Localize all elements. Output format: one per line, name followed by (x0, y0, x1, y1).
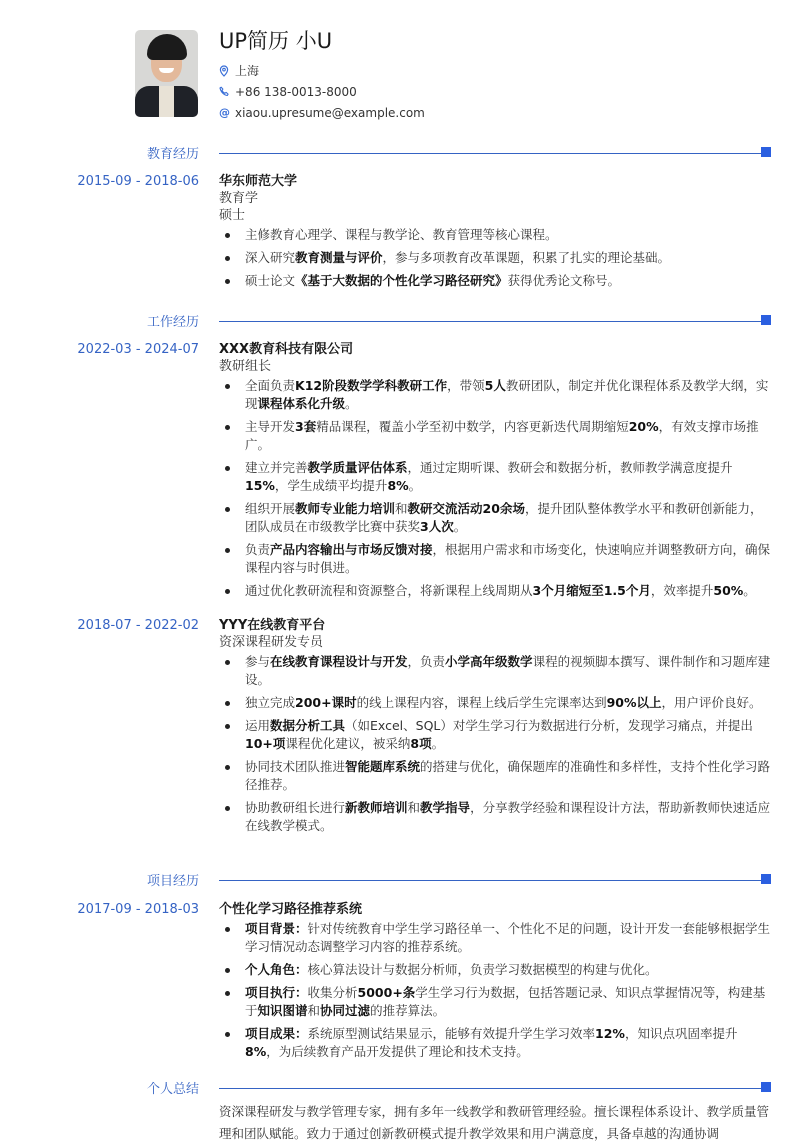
section-work (0, 311, 799, 331)
job-role: 教研组长 (219, 359, 272, 374)
phone-icon (219, 86, 233, 97)
bullet-list (219, 653, 771, 840)
bullet-item: 项目执行：收集分析5000+条学生学习行为数据，包括答题记录、知识点掌握情况等，构建基于知识图谱和协同过滤的推荐算法。 (219, 984, 771, 1020)
section-title: 项目经历 (146, 874, 199, 889)
bullet-item: 项目背景：针对传统教育中学生学习路径单一、个性化不足的问题，设计开发一套能够根据学生学习情况动态调整学习内容的推荐系统。 (219, 920, 771, 956)
company-name: YYY在线教育平台 (219, 618, 326, 633)
section-divider (219, 1088, 766, 1089)
school-name: 华东师范大学 (219, 174, 298, 189)
email-text[interactable]: xiaou.upresume@example.com (235, 105, 425, 120)
section-marker (761, 315, 771, 325)
bullet-item: 项目成果：系统原型测试结果显示，能够有效提升学生学习效率12%，知识点巩固率提升8%，为后续教育产品开发提供了理论和技术支持。 (219, 1025, 771, 1061)
contact-email (219, 102, 425, 123)
section-title: 教育经历 (146, 147, 199, 162)
section-marker (761, 1082, 771, 1092)
section-title: 工作经历 (146, 315, 199, 330)
section-divider (219, 880, 766, 881)
bullet-item: 主修教育心理学、课程与教学论、教育管理等核心课程。 (219, 226, 771, 244)
bullet-item: 独立完成200+课时的线上课程内容，课程上线后学生完课率达到90%以上，用户评价良好。 (219, 694, 771, 712)
bullet-list (219, 377, 771, 605)
bullet-item: 深入研究教育测量与评价，参与多项教育改革课题，积累了扎实的理论基础。 (219, 249, 771, 267)
bullet-item: 组织开展教师专业能力培训和教研交流活动20余场，提升团队整体教学水平和教研创新能力，团队成员在市级教学比赛中获奖3人次。 (219, 500, 771, 536)
major: 教育学 (219, 191, 259, 206)
section-education (0, 143, 799, 163)
location-pin-icon (219, 65, 233, 77)
project-name: 个性化学习路径推荐系统 (219, 902, 363, 917)
bullet-item: 协同技术团队推进智能题库系统的搭建与优化，确保题库的准确性和多样性，支持个性化学习路径推荐。 (219, 758, 771, 794)
phone-text[interactable]: +86 138-0013-8000 (235, 84, 357, 99)
entry-date: 2022-03 - 2024-07 (77, 342, 199, 357)
section-divider (219, 153, 766, 154)
bullet-item: 负责产品内容输出与市场反馈对接，根据用户需求和市场变化，快速响应并调整教研方向，确保课程内容与时俱进。 (219, 541, 771, 577)
section-marker (761, 147, 771, 157)
section-divider (219, 321, 766, 322)
contact-location (219, 60, 425, 81)
section-title: 个人总结 (146, 1082, 199, 1097)
bullet-item: 协助教研组长进行新教师培训和教学指导，分享教学经验和课程设计方法，帮助新教师快速适应在线教学模式。 (219, 799, 771, 835)
summary-text: 资深课程研发与教学管理专家，拥有多年一线教学和教研管理经验。擅长课程体系设计、教学质量管理和团队赋能。致力于通过创新教研模式提升教学效果和用户满意度，具备卓越的沟通协调 (219, 1104, 770, 1141)
section-projects (0, 870, 799, 890)
entry-date: 2015-09 - 2018-06 (77, 174, 199, 189)
bullet-item: 全面负责K12阶段数学学科教研工作，带领5人教研团队，制定并优化课程体系及教学大纲，实现课程体系化升级。 (219, 377, 771, 413)
entry-date: 2017-09 - 2018-03 (77, 902, 199, 917)
location-text: 上海 (235, 64, 260, 78)
bullet-item: 主导开发3套精品课程，覆盖小学至初中数学，内容更新迭代周期缩短20%，有效支撑市场推广。 (219, 418, 771, 454)
profile-photo (135, 30, 198, 117)
company-name: XXX教育科技有限公司 (219, 342, 354, 357)
bullet-item: 参与在线教育课程设计与开发，负责小学高年级数学课程的视频脚本撰写、课件制作和习题库建设。 (219, 653, 771, 689)
bullet-item: 通过优化教研流程和资源整合，将新课程上线周期从3个月缩短至1.5个月，效率提升50%。 (219, 582, 771, 600)
bullet-list (219, 226, 771, 295)
bullet-list (219, 920, 771, 1066)
bullet-item: 运用数据分析工具（如Excel、SQL）对学生学习行为数据进行分析，发现学习痛点，并提出10+项课程优化建议，被采纳8项。 (219, 717, 771, 753)
degree: 硕士 (219, 208, 246, 223)
section-summary (0, 1078, 799, 1098)
contact-phone (219, 81, 425, 102)
resume-header (135, 30, 425, 123)
section-marker (761, 874, 771, 884)
candidate-name: UP简历 小U (219, 29, 333, 53)
bullet-item: 建立并完善教学质量评估体系，通过定期听课、教研会和数据分析，教师教学满意度提升15%，学生成绩平均提升8%。 (219, 459, 771, 495)
bullet-item: 个人角色：核心算法设计与数据分析师，负责学习数据模型的构建与优化。 (219, 961, 771, 979)
at-sign-icon: @ (219, 106, 230, 119)
bullet-item: 硕士论文《基于大数据的个性化学习路径研究》获得优秀论文称号。 (219, 272, 771, 290)
entry-date: 2018-07 - 2022-02 (77, 618, 199, 633)
job-role: 资深课程研发专员 (219, 635, 324, 650)
